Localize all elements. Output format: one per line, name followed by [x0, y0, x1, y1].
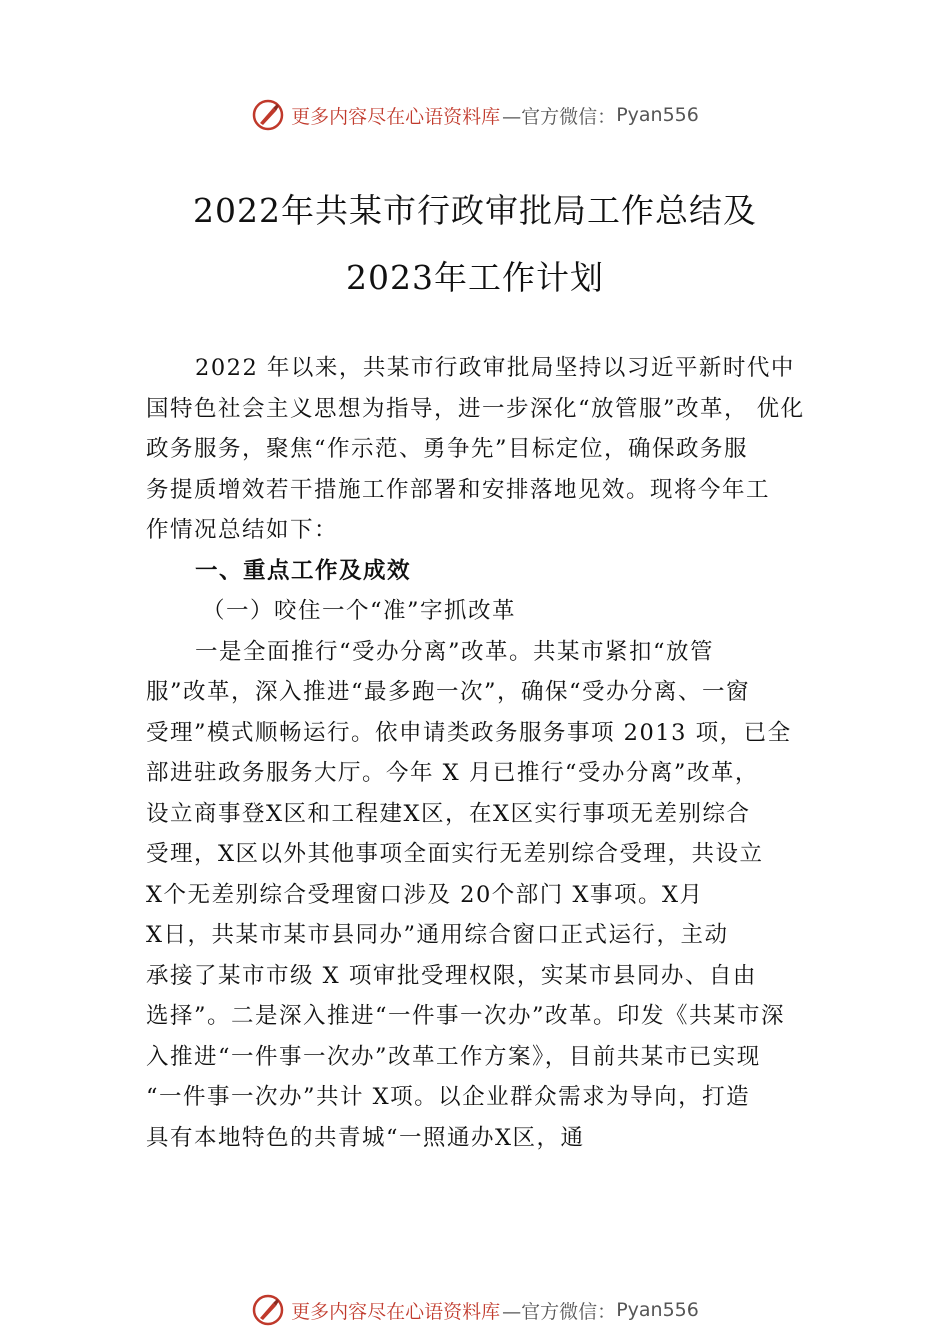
- document-body: [146, 348, 814, 1158]
- text-line: 作情况总结如下：: [146, 517, 339, 543]
- text-line: 入推进“一件事一次办”改革工作方案》，目前共某市已实现: [146, 1043, 761, 1070]
- text-line: 具有本地特色的共青城“一照通办X区，通: [146, 1124, 585, 1151]
- document-title-line2: 2023年工作计划: [346, 258, 604, 297]
- text-line: X个无差别综合受理窗口涉及 20个部门 X事项。X月: [146, 881, 704, 908]
- text-line: 服”改革，深入推进“最多跑一次”，确保“受办分离、一窗: [146, 679, 751, 705]
- section-heading: 一、重点工作及成效: [195, 557, 412, 584]
- text-line: 政务服务，聚焦“作示范、勇争先”目标定位，确保政务服: [146, 436, 749, 462]
- text-line: 2022 年以来，共某市行政审批局坚持以习近平新时代中: [195, 355, 795, 381]
- text-line: 务提质增效若干措施工作部署和安排落地见效。现将今年工: [146, 476, 771, 503]
- text-line: 受理，X区以外其他事项全面实行无差别综合受理，共设立: [146, 841, 764, 867]
- banner-wechat-id: Pyan556: [616, 1299, 699, 1321]
- header-banner: [0, 95, 950, 135]
- pen-logo-icon: [251, 1293, 285, 1327]
- banner-red-text: 更多内容尽在心语资料库: [291, 105, 501, 128]
- banner-gray-text: —官方微信：: [502, 1300, 617, 1323]
- text-line: 选择”。二是深入推进“一件事一次办”改革。印发《共某市深: [146, 1003, 786, 1029]
- text-line: 部进驻政务服务大厅。今年 X 月已推行“受办分离”改革，: [146, 760, 759, 786]
- text-line: 国特色社会主义思想为指导，进一步深化“放管服”改革， 优化: [146, 395, 805, 422]
- banner-red-text: 更多内容尽在心语资料库: [291, 1300, 501, 1323]
- text-line: “一件事一次办”共计 X项。以企业群众需求为导向，打造: [146, 1084, 751, 1110]
- banner-gray-text: —官方微信：: [502, 105, 617, 128]
- footer-banner: [0, 1290, 950, 1330]
- main-paragraph: [146, 632, 814, 1159]
- pen-logo-icon: [251, 98, 285, 132]
- text-line: 受理”模式顺畅运行。依申请类政务服务事项 2013 项，已全: [146, 719, 792, 746]
- intro-paragraph: [146, 348, 814, 551]
- document-title-line1: 2022年共某市行政审批局工作总结及: [193, 191, 757, 230]
- subsection-heading: （一）咬住一个“准”字抓改革: [202, 598, 517, 624]
- text-line: X日，共某市某市县同办”通用综合窗口正式运行，主动: [146, 922, 729, 948]
- text-line: 设立商事登X区和工程建X区，在X区实行事项无差别综合: [146, 800, 751, 827]
- banner-wechat-id: Pyan556: [616, 104, 699, 126]
- text-line: 一是全面推行“受办分离”改革。共某市紧扣“放管: [195, 638, 715, 665]
- text-line: 承接了某市市级 X 项审批受理权限，实某市县同办、自由: [146, 962, 757, 989]
